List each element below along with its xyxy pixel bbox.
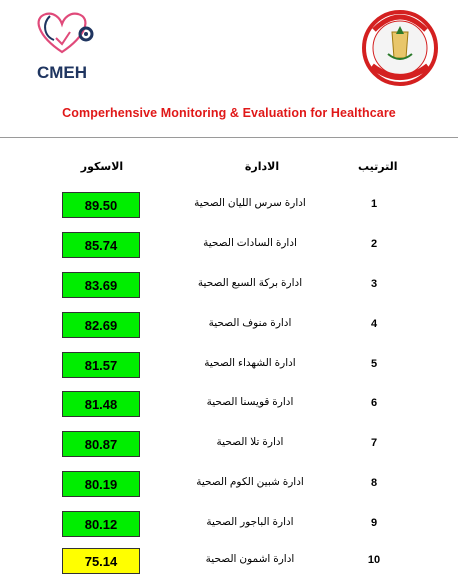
table-row <box>0 467 458 507</box>
score-cell: 83.69 <box>62 272 140 298</box>
column-header-rank: الترتيب <box>358 161 398 173</box>
score-cell: 80.12 <box>62 511 140 537</box>
rank-number: 9 <box>370 517 378 529</box>
divider <box>0 137 458 138</box>
department-name: ادارة تلا الصحية <box>216 436 284 448</box>
rank-number: 5 <box>370 358 378 370</box>
score-cell: 81.48 <box>62 391 140 417</box>
table-row <box>0 427 458 467</box>
score-cell: 82.69 <box>62 312 140 338</box>
table-row <box>0 387 458 427</box>
score-cell: 75.14 <box>62 548 140 574</box>
department-name: ادارة الشهداء الصحية <box>204 357 296 369</box>
score-cell: 80.19 <box>62 471 140 497</box>
table-row <box>0 268 458 308</box>
rank-number: 10 <box>367 554 381 566</box>
table-row <box>0 348 458 388</box>
score-cell: 89.50 <box>62 192 140 218</box>
rank-number: 7 <box>370 437 378 449</box>
ministry-logo <box>352 8 448 90</box>
rank-number: 1 <box>370 198 378 210</box>
rank-number: 4 <box>370 318 378 330</box>
table-row <box>0 308 458 348</box>
department-name: ادارة بركة السبع الصحية <box>197 277 303 289</box>
rank-number: 2 <box>370 238 378 250</box>
cmeh-logo <box>18 8 106 86</box>
cmeh-logo-text: CMEH <box>36 63 88 82</box>
score-cell: 80.87 <box>62 431 140 457</box>
table-row <box>0 507 458 547</box>
department-name: ادارة قويسنا الصحية <box>206 396 294 408</box>
score-cell: 85.74 <box>62 232 140 258</box>
department-name: ادارة اشمون الصحية <box>205 553 295 565</box>
column-header-department: الادارة <box>244 161 280 173</box>
column-header-score: الاسكور <box>80 161 124 173</box>
report-title: Comperhensive Monitoring & Evaluation for Healthcare <box>62 106 396 120</box>
table-row <box>0 188 458 228</box>
department-name: ادارة السادات الصحية <box>203 237 297 249</box>
department-name: ادارة منوف الصحية <box>208 317 292 329</box>
rank-number: 3 <box>370 278 378 290</box>
department-name: ادارة سرس الليان الصحية <box>194 197 306 209</box>
department-name: ادارة الباجور الصحية <box>206 516 294 528</box>
department-name: ادارة شبين الكوم الصحية <box>196 476 304 488</box>
table-row <box>0 544 458 584</box>
score-cell: 81.57 <box>62 352 140 378</box>
rank-number: 6 <box>370 397 378 409</box>
rank-number: 8 <box>370 477 378 489</box>
table-row <box>0 228 458 268</box>
